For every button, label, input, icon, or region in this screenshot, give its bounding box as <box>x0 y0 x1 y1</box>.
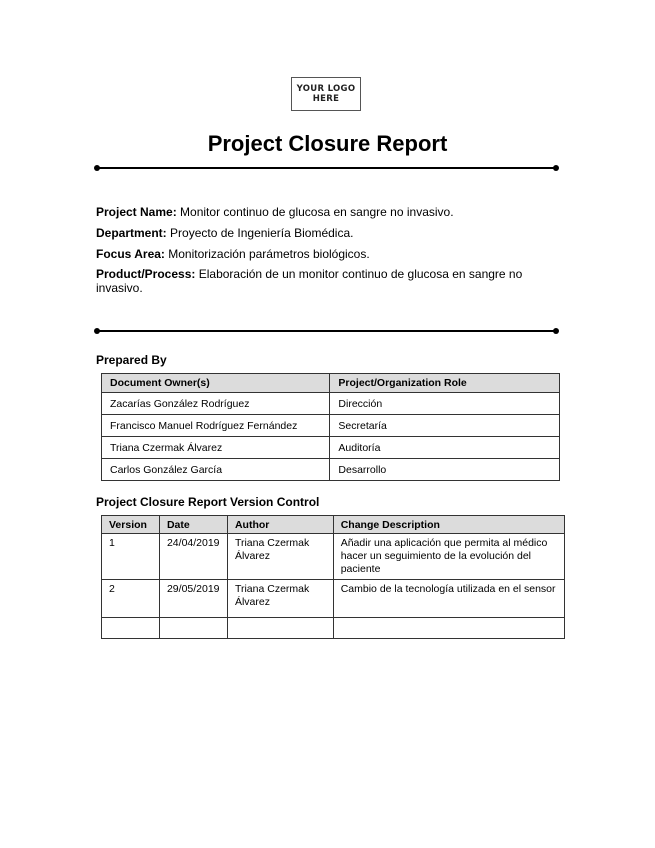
table-row <box>102 580 565 618</box>
focus-area-value: Monitorización parámetros biológicos. <box>168 247 370 261</box>
author-cell: Triana Czermak Álvarez <box>227 580 333 618</box>
column-header: Author <box>227 516 333 534</box>
date-cell: 29/05/2019 <box>159 580 227 618</box>
column-header: Version <box>102 516 160 534</box>
focus-area-field <box>96 247 526 261</box>
owner-cell: Carlos González García <box>102 459 330 481</box>
table-row <box>102 618 565 639</box>
focus-area-label: Focus Area: <box>96 247 165 261</box>
divider-top <box>97 167 556 169</box>
version-cell <box>102 618 160 639</box>
change-description-cell: Cambio de la tecnología utilizada en el sensor <box>333 580 564 618</box>
product-process-label: Product/Process: <box>96 267 196 281</box>
owner-cell: Francisco Manuel Rodríguez Fernández <box>102 415 330 437</box>
column-header: Change Description <box>333 516 564 534</box>
table-row <box>102 459 560 481</box>
owner-cell: Triana Czermak Álvarez <box>102 437 330 459</box>
table-header-row <box>102 516 565 534</box>
change-description-cell: Añadir una aplicación que permita al médico hacer un seguimiento de la evolución del paciente <box>333 534 564 580</box>
column-header: Document Owner(s) <box>102 374 330 393</box>
role-cell: Dirección <box>330 393 560 415</box>
date-cell <box>159 618 227 639</box>
divider-middle <box>97 330 556 332</box>
prepared-by-table <box>101 373 560 481</box>
product-process-value: Elaboración de un monitor continuo de glucosa en sangre no invasivo. <box>96 267 523 295</box>
role-cell: Auditoría <box>330 437 560 459</box>
change-description-cell <box>333 618 564 639</box>
logo-line-1: YOUR LOGO <box>296 84 356 94</box>
table-row <box>102 534 565 580</box>
column-header: Project/Organization Role <box>330 374 560 393</box>
department-label: Department: <box>96 226 167 240</box>
product-process-field <box>96 267 526 295</box>
project-name-value: Monitor continuo de glucosa en sangre no invasivo. <box>180 205 454 219</box>
project-name-label: Project Name: <box>96 205 177 219</box>
prepared-by-heading: Prepared By <box>96 353 167 367</box>
table-row <box>102 393 560 415</box>
logo-line-2: HERE <box>312 94 340 104</box>
logo-placeholder <box>291 77 361 111</box>
version-cell: 2 <box>102 580 160 618</box>
page-title: Project Closure Report <box>207 131 448 156</box>
department-value: Proyecto de Ingeniería Biomédica. <box>170 226 354 240</box>
date-cell: 24/04/2019 <box>159 534 227 580</box>
author-cell <box>227 618 333 639</box>
column-header: Date <box>159 516 227 534</box>
owner-cell: Zacarías González Rodríguez <box>102 393 330 415</box>
table-header-row <box>102 374 560 393</box>
role-cell: Desarrollo <box>330 459 560 481</box>
department-field <box>96 226 526 240</box>
table-row <box>102 415 560 437</box>
author-cell: Triana Czermak Álvarez <box>227 534 333 580</box>
version-control-heading: Project Closure Report Version Control <box>96 495 320 509</box>
version-control-table <box>101 515 565 639</box>
project-name-field <box>96 205 526 219</box>
role-cell: Secretaría <box>330 415 560 437</box>
table-row <box>102 437 560 459</box>
version-cell: 1 <box>102 534 160 580</box>
